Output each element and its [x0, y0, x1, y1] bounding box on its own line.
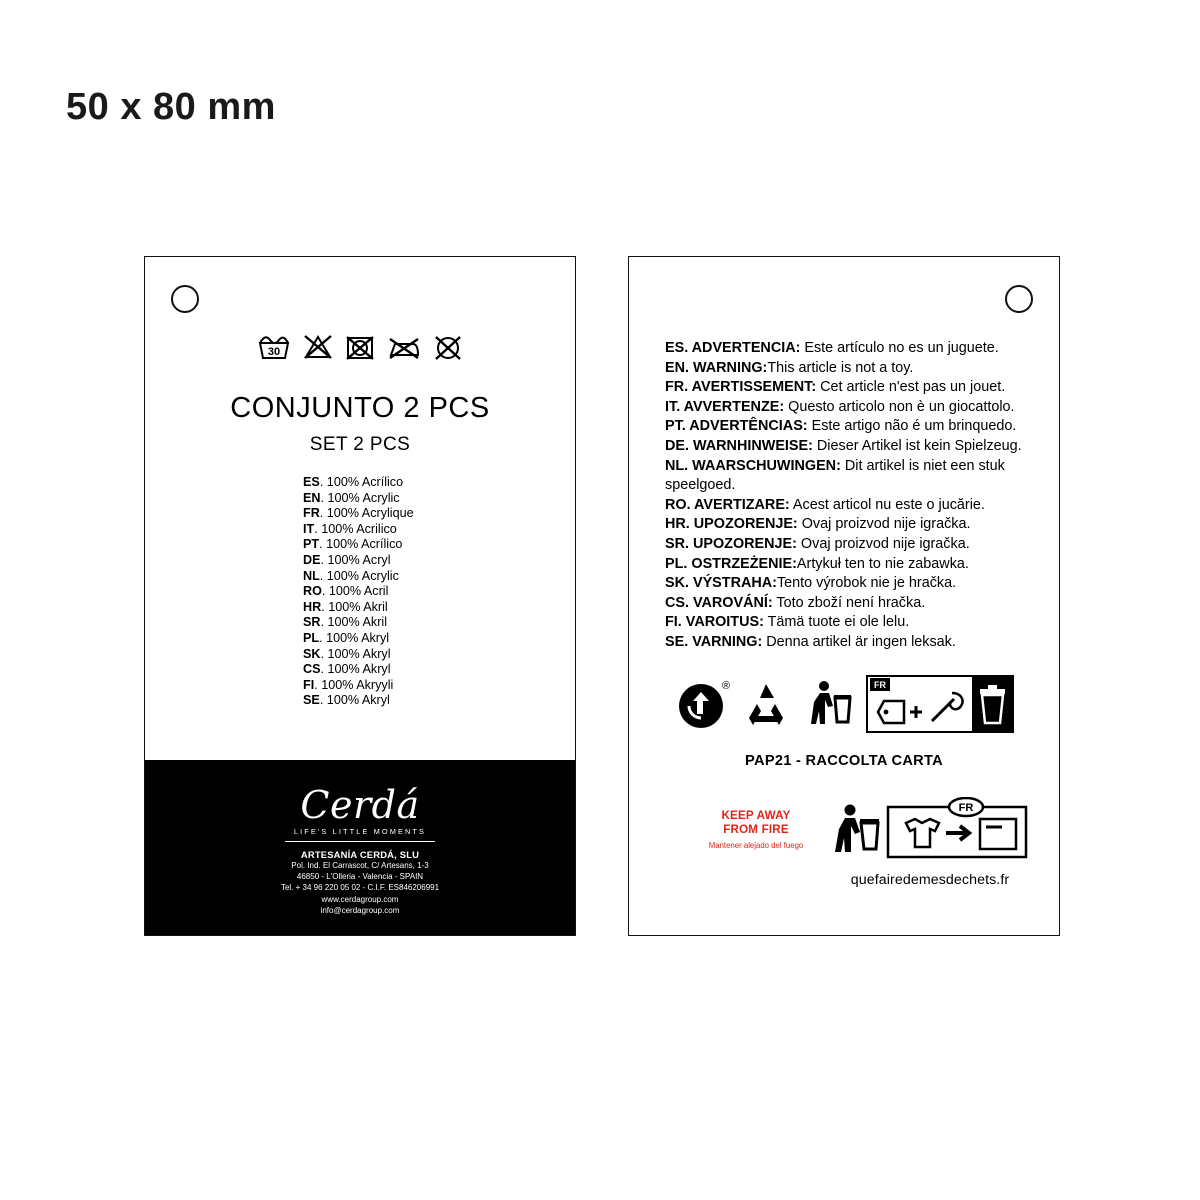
composition-value: . 100% Akryl [319, 693, 390, 708]
composition-row [303, 553, 575, 569]
composition-value: . 100% Acrílico [319, 475, 404, 489]
punch-hole [171, 285, 199, 313]
composition-lang: IT [303, 521, 315, 536]
composition-lang: ES [303, 475, 320, 489]
composition-lang: SK [303, 646, 321, 661]
warning-row [665, 339, 1033, 359]
composition-row [303, 584, 575, 600]
front-tag-card [144, 256, 576, 936]
composition-value: . 100% Akryl [320, 646, 391, 661]
warning-lang: DE. WARNHINWEISE: [665, 437, 813, 454]
company-address-line: Tel. + 34 96 220 05 02 - C.I.F. ES846206991 [280, 883, 440, 893]
brand-footer-band [145, 760, 575, 935]
warning-lang: FR. AVERTISSEMENT: [665, 379, 817, 396]
composition-value: . 100% Akril [320, 615, 387, 630]
warning-text: This article is not a toy. [767, 359, 914, 376]
warning-lang: SK. VÝSTRAHA: [665, 575, 777, 592]
composition-value: . 100% Akryl [320, 662, 391, 677]
warning-text: Ovaj proizvod nije igračka. [796, 535, 970, 552]
warning-row [665, 457, 1033, 496]
composition-row [303, 615, 575, 631]
composition-lang: RO [303, 584, 322, 599]
composition-value: . 100% Akryl [319, 630, 390, 645]
composition-row [303, 647, 575, 663]
composition-lang: NL [303, 568, 320, 583]
punch-hole [1005, 285, 1033, 313]
company-website: www.cerdagroup.com [321, 894, 399, 904]
composition-list [145, 475, 575, 709]
composition-value: . 100% Acrylique [319, 506, 414, 521]
warning-text: Cet article n'est pas un jouet. [816, 379, 1006, 396]
composition-lang: DE [303, 552, 321, 567]
composition-lang: SR [303, 615, 321, 630]
composition-row [303, 662, 575, 678]
warning-row [665, 613, 1033, 633]
resin-recycling-loop-icon [674, 676, 730, 737]
warning-lang: RO. AVERTIZARE: [665, 496, 790, 513]
warning-text: Ovaj proizvod nije igračka. [797, 516, 971, 533]
warning-text: Dieser Artikel ist kein Spielzeug. [812, 437, 1022, 454]
triman-textile-sorting-icon [830, 802, 1030, 865]
warning-text: Questo articolo non è un giocattolo. [784, 398, 1015, 415]
svg-text:®: ® [722, 680, 730, 692]
composition-lang: PL [303, 630, 320, 645]
product-title: CONJUNTO 2 PCS [230, 392, 490, 424]
warning-lang: FI. VAROITUS: [665, 614, 764, 631]
warning-row [665, 417, 1033, 437]
svg-text:FR: FR [958, 802, 974, 814]
product-subtitle: SET 2 PCS [309, 434, 411, 455]
fire-warning-title-line2: FROM FIRE [723, 823, 789, 836]
warning-row [665, 398, 1033, 418]
composition-row [303, 522, 575, 538]
do-not-bleach-icon [303, 333, 333, 361]
company-name: ARTESANÍA CERDÁ, SLU [300, 849, 420, 860]
warning-row [665, 535, 1033, 555]
pap-code-label: PAP21 - RACCOLTA CARTA [745, 753, 943, 769]
composition-value: . 100% Acrylic [320, 490, 400, 505]
warning-lang: IT. AVVERTENZE: [665, 398, 785, 415]
recycling-icons-row [629, 675, 1059, 738]
do-not-dry-clean-icon [433, 333, 463, 361]
warnings-list [665, 339, 1033, 653]
warning-text: Dit artikel is niet een stuk speelgoed. [665, 457, 1005, 494]
composition-value: . 100% Acryl [320, 552, 391, 567]
composition-lang: EN [303, 490, 321, 505]
composition-lang: FI [303, 677, 315, 692]
warning-text: Acest articol nu este o jucărie. [789, 496, 985, 513]
company-email: info@cerdagroup.com [320, 905, 400, 915]
warning-text: Toto zboží není hračka. [772, 594, 926, 611]
brand-logo: Cerdá [300, 783, 420, 827]
warning-row [665, 515, 1033, 535]
warning-lang: SR. UPOZORENJE: [665, 535, 797, 552]
svg-text:FR: FR [874, 680, 886, 690]
composition-value: . 100% Acrílico [319, 537, 403, 552]
warning-row [665, 594, 1033, 614]
warning-lang: ES. ADVERTENCIA: [665, 340, 801, 356]
warning-row [665, 555, 1033, 575]
composition-lang: PT [303, 537, 320, 552]
composition-row [303, 475, 575, 491]
triman-block [825, 797, 1035, 888]
warning-row [665, 378, 1033, 398]
warning-text: Tämä tuote ei ole lelu. [763, 614, 910, 631]
company-address-line: Pol. Ind. El Carrascot, C/ Artesans, 1-3 [291, 861, 429, 870]
composition-row [303, 537, 575, 553]
tidyman-bin-icon [802, 676, 856, 737]
triman-paper-sorting-icon [866, 675, 1014, 738]
triman-url: quefairedemesdechets.fr [850, 872, 1010, 888]
warning-lang: NL. WAARSCHUWINGEN: [665, 457, 841, 474]
warning-row [665, 496, 1033, 516]
do-not-iron-icon [387, 333, 421, 361]
warning-row [665, 574, 1033, 594]
brand-tagline: LIFE'S LITTLE MOMENTS [293, 827, 427, 836]
composition-value: . 100% Acrylic [319, 568, 399, 583]
brand-divider [285, 841, 435, 842]
composition-row [303, 693, 575, 709]
svg-text:30: 30 [267, 346, 281, 358]
warning-lang: CS. VAROVÁNÍ: [665, 594, 773, 611]
composition-lang: FR [303, 506, 320, 521]
composition-row [303, 600, 575, 616]
page-dimension-label: 50 x 80 mm [66, 86, 276, 128]
composition-row [303, 491, 575, 507]
warning-text: Tento výrobok nie je hračka. [776, 575, 957, 592]
composition-value: . 100% Akryyli [314, 677, 394, 692]
warning-row [665, 359, 1033, 379]
composition-value: . 100% Akril [321, 599, 388, 614]
composition-row [303, 506, 575, 522]
composition-lang: SE [303, 693, 320, 708]
warning-lang: PT. ADVERTÊNCIAS: [665, 418, 808, 435]
warning-lang: EN. WARNING: [665, 359, 768, 376]
fire-warning-block [691, 809, 821, 851]
fire-warning-title-line1: KEEP AWAY [721, 809, 791, 822]
warning-text: Artykuł ten to nie zabawka. [796, 555, 969, 572]
wash-30-icon [257, 333, 291, 361]
warning-lang: SE. VARNING: [665, 633, 763, 650]
care-symbols-row [145, 333, 575, 361]
warning-text: Este artículo no es un juguete. [800, 340, 999, 356]
composition-row [303, 631, 575, 647]
warning-text: Denna artikel är ingen leksak. [762, 633, 956, 650]
fire-warning-subtitle: Mantener alejado del fuego [708, 841, 804, 850]
warning-lang: HR. UPOZORENJE: [665, 516, 798, 533]
composition-row [303, 678, 575, 694]
composition-value: . 100% Acril [321, 584, 389, 599]
warning-row [665, 633, 1033, 653]
do-not-tumble-dry-icon [345, 333, 375, 361]
composition-row [303, 569, 575, 585]
company-address-line: 46850 - L'Olleria - Valencia - SPAIN [296, 872, 424, 882]
warning-lang: PL. OSTRZEŻENIE: [665, 555, 797, 572]
composition-lang: HR [303, 599, 322, 614]
back-tag-card [628, 256, 1060, 936]
warning-row [665, 437, 1033, 457]
warning-text: Este artigo não é um brinquedo. [807, 418, 1017, 435]
mobius-loop-recycling-icon [740, 678, 792, 735]
composition-lang: CS [303, 662, 321, 677]
composition-value: . 100% Acrilico [314, 521, 397, 536]
